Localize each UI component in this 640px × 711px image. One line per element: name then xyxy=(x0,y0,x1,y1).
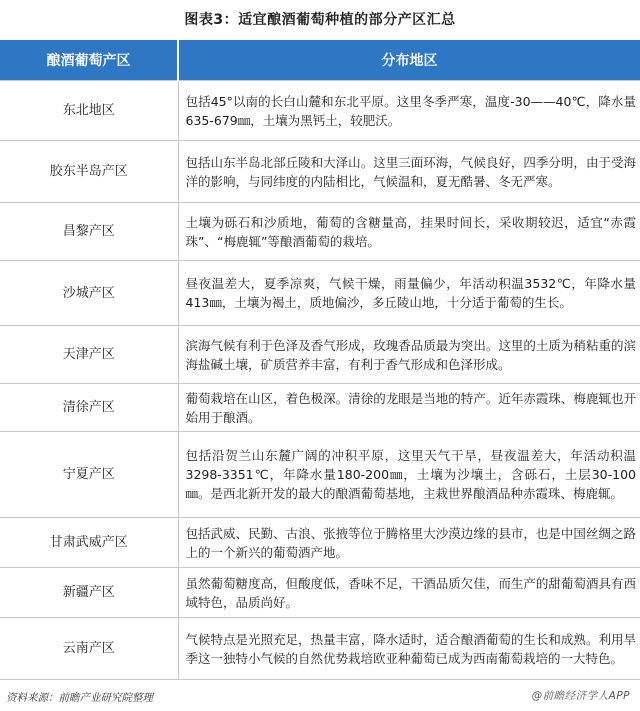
distribution-cell: 包括山东半岛北部丘陵和大泽山。这里三面环海，气候良好，四季分明，由于受海洋的影响，与同纬度的内陆相比，气候温和，夏无酷暑、冬无严寒。 xyxy=(178,141,640,203)
header-distribution: 分布地区 xyxy=(178,40,640,81)
distribution-cell: 包括45°以南的长白山麓和东北平原。这里冬季严寒，温度-30——40℃，降水量635-679㎜，土壤为黑钙土，较肥沃。 xyxy=(178,81,640,141)
region-cell: 东北地区 xyxy=(0,81,178,141)
table-header-row xyxy=(0,40,640,81)
region-cell: 天津产区 xyxy=(0,326,178,384)
table-row xyxy=(0,141,640,203)
table-row xyxy=(0,518,640,568)
region-cell: 昌黎产区 xyxy=(0,203,178,261)
region-cell: 沙城产区 xyxy=(0,261,178,326)
chart-title: 图表3：适宜酿酒葡萄种植的部分产区汇总 xyxy=(184,12,456,28)
source-note: 资料来源：前瞻产业研究院整理 xyxy=(6,692,153,704)
region-cell: 云南产区 xyxy=(0,618,178,680)
table-row xyxy=(0,203,640,261)
table-row xyxy=(0,81,640,141)
table-row xyxy=(0,432,640,518)
region-cell: 清徐产区 xyxy=(0,384,178,432)
header-region: 酿酒葡萄产区 xyxy=(0,40,178,81)
distribution-cell: 昼夜温差大，夏季凉爽，气候干燥，雨量偏少，年活动积温3532℃，年降水量413㎜，土壤为褐土，质地偏沙，多丘陵山地，十分适于葡萄的生长。 xyxy=(178,261,640,326)
region-cell: 甘肃武威产区 xyxy=(0,518,178,568)
region-cell: 宁夏产区 xyxy=(0,432,178,518)
regions-table xyxy=(0,40,640,680)
table-row xyxy=(0,568,640,618)
region-cell: 胶东半岛产区 xyxy=(0,141,178,203)
distribution-cell: 虽然葡萄糖度高，但酸度低，香味不足，干酒品质欠佳，而生产的甜葡萄酒具有西域特色，品质尚好。 xyxy=(178,568,640,618)
distribution-cell: 包括沿贺兰山东麓广阔的冲积平原，这里天气干旱，昼夜温差大，年活动积温3298-3351℃，年降水量180-200㎜，土壤为沙壤土，含砾石，土层30-100㎜。是西北新开发的最大的酿酒葡萄基地，主栽世界酿酒品种赤霞珠、梅鹿辄。 xyxy=(178,432,640,518)
table-row xyxy=(0,384,640,432)
table-row xyxy=(0,326,640,384)
distribution-cell: 气候特点是光照充足，热量丰富，降水适时，适合酿酒葡萄的生长和成熟。利用旱季这一独特小气候的自然优势栽培欧亚种葡萄已成为西南葡萄栽培的一大特色。 xyxy=(178,618,640,680)
region-cell: 新疆产区 xyxy=(0,568,178,618)
distribution-cell: 土壤为砾石和沙质地，葡萄的含糖量高，挂果时间长，采收期较迟，适宜“赤霞珠”、“梅鹿辄”等酿酒葡萄的栽培。 xyxy=(178,203,640,261)
distribution-cell: 滨海气候有利于色泽及香气形成，玫瑰香品质最为突出。这里的土质为稍粘重的滨海盐碱土壤，矿质营养丰富，有利于香气形成和色泽形成。 xyxy=(178,326,640,384)
watermark-text: @前瞻经济学人APP xyxy=(531,690,630,702)
table-row xyxy=(0,261,640,326)
distribution-cell: 葡萄栽培在山区，着色极深。清徐的龙眼是当地的特产。近年赤霞珠、梅鹿辄也开始用于酿酒。 xyxy=(178,384,640,432)
distribution-cell: 包括武威、民勤、古浪、张掖等位于腾格里大沙漠边缘的县市，也是中国丝绸之路上的一个新兴的葡萄酒产地。 xyxy=(178,518,640,568)
table-row xyxy=(0,618,640,680)
